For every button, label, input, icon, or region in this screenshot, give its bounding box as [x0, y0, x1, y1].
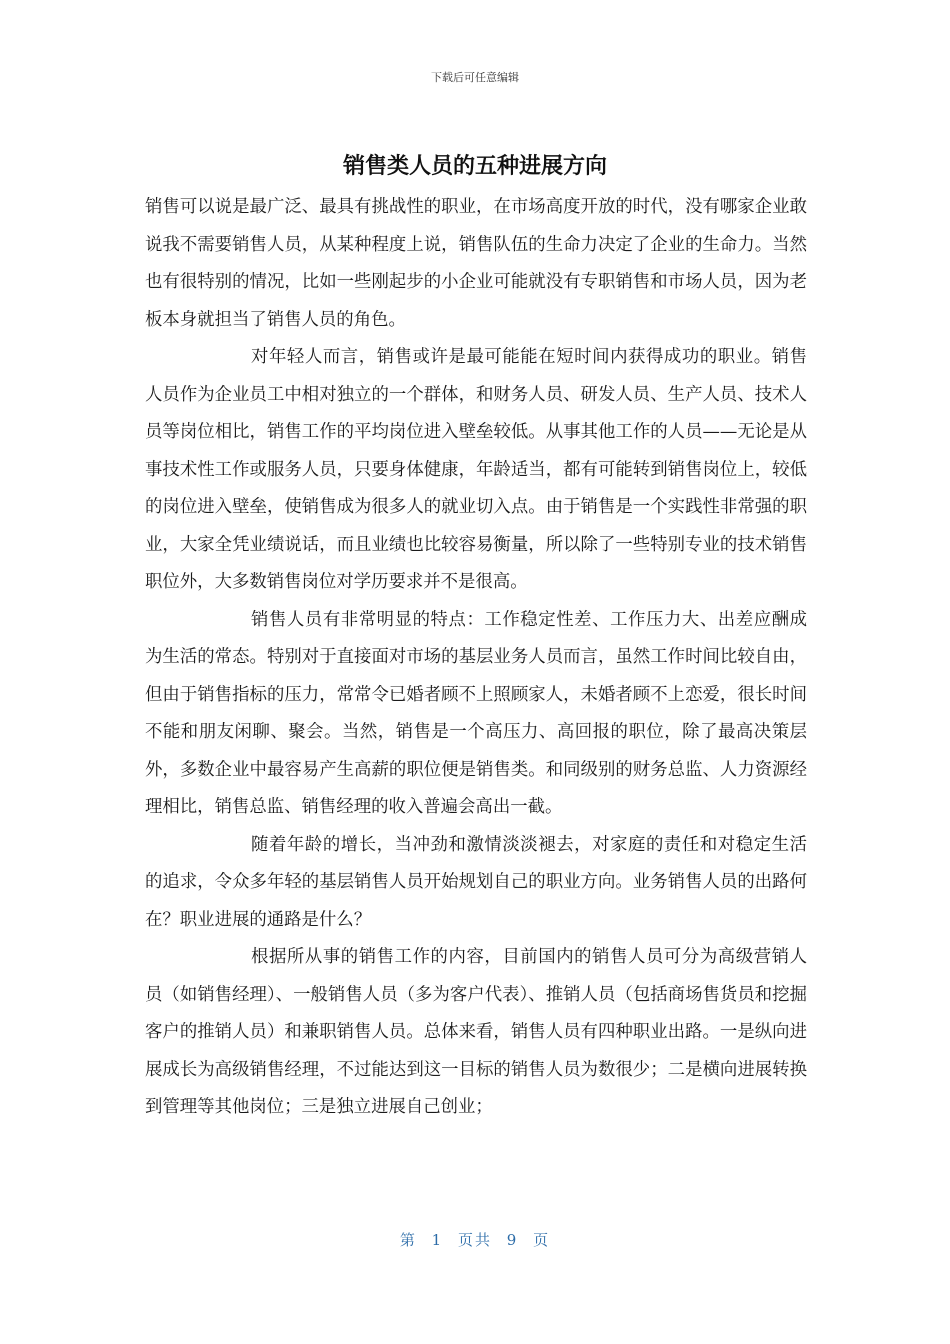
page-footer: 第 1 页共 9 页 — [399, 1231, 551, 1249]
paragraph-3: 销售人员有非常明显的特点：工作稳定性差、工作压力大、出差应酬成为生活的常态。特别对于直接面对市场的基层业务人员而言，虽然工作时间比较自由，但由于销售指标的压力，常常令已婚者顾不上照顾家人，未婚者顾不上恋爱，很长时间不能和朋友闲聊、聚会。当然，销售是一个高压力、高回报的职位，除了最高决策层外，多数企业中最容易产生高薪的职位便是销售类。和同级别的财务总监、人力资源经理相比，销售总监、销售经理的收入普遍会高出一截。 — [145, 609, 807, 817]
paragraph-5: 根据所从事的销售工作的内容，目前国内的销售人员可分为高级营销人员（如销售经理）、一般销售人员（多为客户代表）、推销人员（包括商场售货员和挖掘客户的推销人员）和兼职销售人员。总体来看，销售人员有四种职业出路。一是纵向进展成长为高级销售经理，不过能达到这一目标的销售人员为数很少；二是横向进展转换到管理等其他岗位；三是独立进展自己创业； — [145, 947, 807, 1117]
page-header: 下载后可任意编辑 — [431, 71, 519, 84]
paragraph-1: 销售可以说是最广泛、最具有挑战性的职业，在市场高度开放的时代，没有哪家企业敢说我不需要销售人员，从某种程度上说，销售队伍的生命力决定了企业的生命力。当然也有很特别的情况，比如一些刚起步的小企业可能就没有专职销售和市场人员，因为老板本身就担当了销售人员的角色。 — [145, 197, 807, 330]
document-body — [145, 189, 807, 1127]
paragraph-2: 对年轻人而言，销售或许是最可能能在短时间内获得成功的职业。销售人员作为企业员工中相对独立的一个群体，和财务人员、研发人员、生产人员、技术人员等岗位相比，销售工作的平均岗位进入壁垒较低。从事其他工作的人员——无论是从事技术性工作或服务人员，只要身体健康，年龄适当，都有可能转到销售岗位上，较低的岗位进入壁垒，使销售成为很多人的就业切入点。由于销售是一个实践性非常强的职业，大家全凭业绩说话，而且业绩也比较容易衡量，所以除了一些特别专业的技术销售职位外，大多数销售岗位对学历要求并不是很高。 — [145, 347, 807, 592]
paragraph-4: 随着年龄的增长，当冲劲和激情淡淡褪去，对家庭的责任和对稳定生活的追求，令众多年轻的基层销售人员开始规划自己的职业方向。业务销售人员的出路何在？职业进展的通路是什么？ — [145, 834, 807, 930]
document-title: 销售类人员的五种进展方向 — [342, 154, 607, 179]
